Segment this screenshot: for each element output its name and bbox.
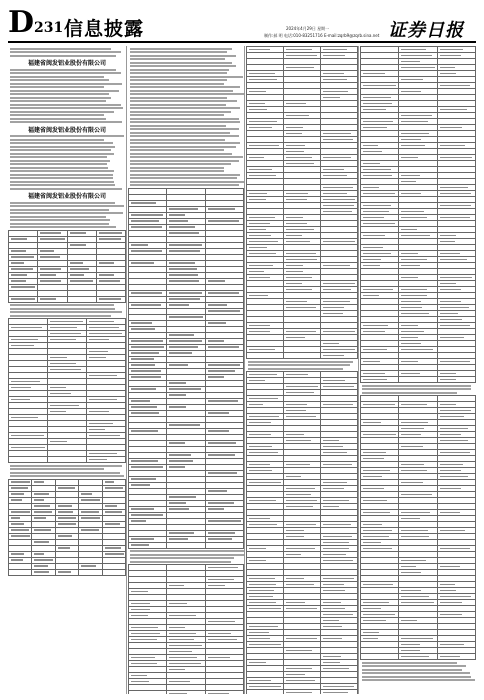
text-line [10, 121, 122, 123]
table-cell [437, 377, 475, 383]
text-line [130, 554, 244, 556]
text-line [10, 160, 110, 162]
table-row [129, 542, 244, 548]
newspaper-logo: 证券日报 [388, 20, 464, 41]
table-cell [284, 690, 321, 695]
table-cell [399, 377, 437, 383]
text-line [362, 676, 471, 678]
page-letter: D [8, 5, 34, 40]
text-line [130, 65, 236, 67]
text-line [10, 104, 121, 106]
table-cell [55, 569, 78, 575]
text-line [130, 55, 236, 57]
text-line [10, 114, 104, 116]
text-line [10, 188, 122, 190]
table-cell [102, 569, 125, 575]
table-row [9, 569, 126, 575]
text-line [10, 311, 122, 313]
text-line [130, 163, 231, 165]
table-cell [87, 457, 126, 463]
text-line [130, 170, 224, 172]
text-line [10, 100, 106, 102]
text-line [10, 212, 123, 214]
column-1 [8, 46, 127, 694]
text-line [10, 97, 111, 99]
column-4 [360, 46, 476, 694]
notice-title: 福建省闽发铝业股份有限公司 [27, 60, 106, 67]
text-line [362, 392, 457, 394]
text-line [130, 83, 224, 85]
text-line [130, 118, 239, 120]
text-line [130, 142, 240, 144]
text-line [130, 104, 226, 106]
notice-title: 福建省闽发铝业股份有限公司 [27, 126, 106, 134]
text-line [130, 128, 239, 130]
text-line [248, 368, 343, 370]
table-row [361, 654, 476, 660]
text-line [10, 51, 121, 53]
table-cell [205, 691, 243, 695]
table-cell [247, 353, 284, 359]
data-table [360, 46, 476, 383]
data-table [8, 230, 126, 303]
text-line [10, 465, 122, 467]
text-line [362, 662, 457, 664]
text-line [130, 51, 227, 53]
text-line [10, 219, 110, 221]
text-line [130, 156, 243, 158]
data-table [128, 188, 244, 549]
table-cell [361, 377, 399, 383]
text-line [10, 93, 109, 95]
text-line [130, 90, 233, 92]
text-line [130, 132, 230, 134]
table-row [9, 457, 126, 463]
text-line [10, 48, 111, 50]
data-table [246, 46, 358, 359]
text-line [130, 550, 244, 552]
text-line [130, 100, 237, 102]
text-line [10, 216, 106, 218]
text-line [362, 388, 471, 390]
text-line [130, 79, 227, 81]
column-2 [128, 46, 245, 694]
text-line [130, 62, 232, 64]
text-line [10, 209, 109, 211]
text-line [130, 111, 231, 113]
page-number: 231 [34, 20, 64, 36]
data-table [8, 318, 126, 463]
table-row [129, 691, 244, 695]
text-line [10, 223, 109, 225]
text-line [10, 167, 108, 169]
text-line [130, 69, 229, 71]
text-line [10, 174, 113, 176]
text-line [10, 146, 115, 148]
text-line [10, 184, 115, 186]
text-line [130, 135, 239, 137]
text-line [130, 146, 236, 148]
table-cell [321, 690, 358, 695]
table-cell [129, 691, 167, 695]
date-line: 2024年4月29日 星期一 [286, 26, 330, 31]
table-row [247, 353, 358, 359]
table-cell [321, 353, 358, 359]
text-line [10, 315, 111, 317]
text-line [10, 90, 119, 92]
text-line [10, 83, 122, 85]
text-line [362, 672, 470, 674]
section-title: 信息披露 [64, 18, 145, 40]
text-line [248, 364, 350, 366]
text-line [130, 97, 227, 99]
masthead [0, 0, 484, 44]
table-cell [399, 654, 437, 660]
text-line [130, 177, 237, 179]
text-line [10, 472, 120, 474]
text-line [10, 55, 116, 57]
text-line [10, 139, 104, 141]
text-line [130, 72, 227, 74]
text-line [10, 181, 114, 183]
text-line [10, 76, 104, 78]
table-cell [437, 654, 475, 660]
data-table [360, 395, 476, 660]
text-line [130, 76, 243, 78]
text-line [10, 226, 116, 228]
table-cell [284, 353, 321, 359]
editor-line: 制作:郝 明 电话:010-83251716 E-mail:zqrb9@zqrb.sina.net [264, 33, 380, 38]
text-line [130, 125, 226, 127]
table-cell [129, 542, 167, 548]
table-cell [9, 569, 32, 575]
table-row [9, 296, 126, 302]
text-line [248, 361, 353, 363]
text-line [130, 160, 239, 162]
text-line [10, 149, 111, 151]
text-line [10, 475, 124, 477]
table-cell [48, 457, 87, 463]
table-cell [96, 296, 125, 302]
text-line [130, 114, 224, 116]
header-rule [8, 41, 476, 43]
table-cell [79, 569, 102, 575]
text-line [10, 142, 113, 144]
column-3 [246, 46, 359, 694]
text-line [10, 69, 116, 71]
table-cell [205, 542, 243, 548]
table-cell [247, 690, 284, 695]
data-table [128, 564, 244, 694]
text-line [130, 48, 232, 50]
table-cell [9, 457, 48, 463]
text-line [130, 181, 244, 183]
text-line [10, 308, 115, 310]
text-line [130, 58, 225, 60]
text-line [10, 177, 113, 179]
text-line [130, 121, 240, 123]
text-line [130, 557, 234, 559]
table-cell [167, 691, 205, 695]
text-line [362, 385, 471, 387]
page-content [8, 46, 476, 694]
text-line [130, 86, 240, 88]
notice-title: 福建省闽发铝业股份有限公司 [27, 193, 106, 200]
text-line [10, 205, 124, 207]
text-line [10, 72, 121, 74]
text-line [130, 561, 231, 563]
text-line [10, 135, 124, 137]
text-line [362, 679, 475, 681]
text-line [10, 156, 107, 158]
text-line [10, 86, 104, 88]
text-line [10, 163, 107, 165]
table-cell [361, 654, 399, 660]
text-line [10, 170, 114, 172]
text-line [362, 669, 462, 671]
text-line [10, 468, 104, 470]
text-line [10, 79, 109, 81]
table-row [247, 690, 358, 695]
table-cell [32, 569, 55, 575]
table-cell [67, 296, 96, 302]
text-line [130, 149, 224, 151]
text-line [10, 118, 106, 120]
text-line [130, 139, 225, 141]
text-line [130, 153, 232, 155]
table-cell [167, 542, 205, 548]
table-cell [9, 296, 38, 302]
text-line [10, 202, 115, 204]
text-line [130, 93, 244, 95]
text-line [10, 107, 123, 109]
table-cell [38, 296, 67, 302]
data-table [246, 371, 358, 694]
text-line [130, 107, 240, 109]
text-line [130, 184, 239, 186]
text-line [10, 111, 114, 113]
text-line [130, 167, 224, 169]
data-table [8, 479, 126, 576]
text-line [362, 665, 466, 667]
table-row [361, 377, 476, 383]
text-line [10, 304, 114, 306]
text-line [10, 153, 114, 155]
text-line [130, 174, 240, 176]
